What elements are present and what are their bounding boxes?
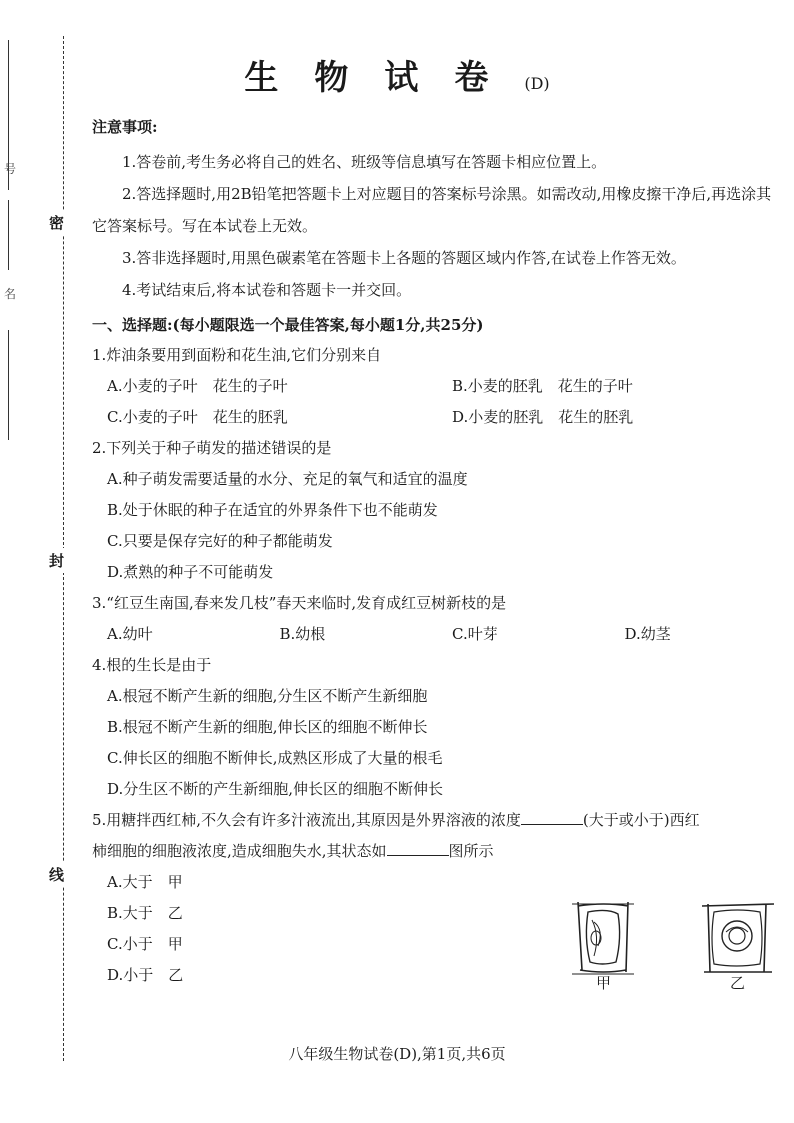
question-2: [92, 433, 782, 588]
notice-item: 2.答选择题时,用2B铅笔把答题卡上对应题目的答案标号涂黑。如需改动,用橡皮擦干净后,再选涂其它答案标号。写在本试卷上无效。: [92, 185, 772, 235]
option-c: C.只要是保存完好的种子都能萌发: [107, 532, 333, 550]
answer-blank: [387, 839, 449, 856]
cell-yi-image: [702, 904, 774, 972]
cell-figure: [570, 900, 780, 992]
option-c: C.小麦的子叶 花生的胚乳: [107, 408, 288, 426]
option-b: B.幼根: [279, 625, 326, 643]
question-stem: 1.炸油条要用到面粉和花生油,它们分别来自: [92, 346, 382, 364]
option-a: A.小麦的子叶 花生的子叶: [107, 377, 288, 395]
notice-item: 3.答非选择题时,用黑色碳素笔在答题卡上各题的答题区域内作答,在试卷上作答无效。: [122, 249, 686, 267]
question-3: [92, 588, 782, 650]
option-a: A.根冠不断产生新的细胞,分生区不断产生新细胞: [107, 687, 428, 705]
cell-diagram: [570, 900, 780, 980]
option-b: B.小麦的胚乳 花生的子叶: [452, 377, 633, 395]
option-d: D.小麦的胚乳 花生的胚乳: [452, 408, 634, 426]
question-4: [92, 650, 782, 805]
option-a: A.幼叶: [107, 625, 153, 643]
binding-edge-text: 名: [4, 287, 17, 301]
option-b: B.处于休眠的种子在适宜的外界条件下也不能萌发: [107, 501, 438, 519]
option-grid: [92, 371, 782, 433]
question-stem-cont: [92, 836, 782, 867]
seal-mark-feng: 封: [49, 548, 64, 573]
exam-content: [92, 114, 782, 991]
option-c: C.小于 甲: [107, 935, 183, 953]
option-c: C.伸长区的细胞不断伸长,成熟区形成了大量的根毛: [107, 749, 443, 767]
page-title: [0, 50, 794, 99]
section-heading: 一、选择题:(每小题限选一个最佳答案,每小题1分,共25分): [92, 316, 484, 334]
binding-edge-line: [8, 200, 17, 270]
binding-margin: [0, 0, 70, 1123]
cell-jia-image: [572, 902, 634, 974]
option-c: C.叶芽: [452, 625, 498, 643]
seal-mark-xian: 线: [49, 862, 64, 887]
option-row: [92, 619, 782, 650]
answer-blank: [521, 808, 583, 825]
binding-edge-line: [8, 330, 17, 440]
stem-part: 图所示: [448, 842, 494, 860]
question-1: [92, 340, 782, 433]
stem-part: 柿细胞的细胞液浓度,造成细胞失水,其状态如: [92, 842, 387, 860]
title-suffix: (D): [524, 74, 550, 93]
question-stem: 4.根的生长是由于: [92, 656, 212, 674]
stem-part: (大于或小于)西红: [582, 811, 700, 829]
figure-label-jia: 甲: [596, 974, 612, 992]
figure-label-yi: 乙: [730, 974, 746, 992]
seal-mark-mi: 密: [49, 210, 64, 235]
notice-item: 4.考试结束后,将本试卷和答题卡一并交回。: [122, 281, 412, 299]
title-main: 生物试卷: [244, 58, 525, 98]
option-b: B.根冠不断产生新的细胞,伸长区的细胞不断伸长: [107, 718, 428, 736]
option-d: D.小于 乙: [107, 966, 184, 984]
question-stem: 2.下列关于种子萌发的描述错误的是: [92, 439, 332, 457]
option-d: D.幼茎: [624, 625, 671, 643]
page-footer: 八年级生物试卷(D),第1页,共6页: [288, 1045, 506, 1063]
option-b: B.大于 乙: [107, 904, 183, 922]
notice-heading: 注意事项:: [92, 118, 158, 136]
question-stem: 3.“红豆生南国,春来发几枝”春天来临时,发育成红豆树新枝的是: [92, 594, 507, 612]
stem-part: 5.用糖拌西红柿,不久会有许多汁液流出,其原因是外界溶液的浓度: [92, 811, 521, 829]
option-a: A.种子萌发需要适量的水分、充足的氧气和适宜的温度: [107, 470, 468, 488]
option-d: D.煮熟的种子不可能萌发: [107, 563, 274, 581]
binding-edge-text: 号: [4, 162, 17, 176]
option-a: A.大于 甲: [107, 873, 183, 891]
question-stem: [92, 805, 782, 836]
notice-list: [92, 146, 782, 306]
notice-item: 1.答卷前,考生务必将自己的姓名、班级等信息填写在答题卡相应位置上。: [122, 153, 607, 171]
option-d: D.分生区不断的产生新细胞,伸长区的细胞不断伸长: [107, 780, 444, 798]
